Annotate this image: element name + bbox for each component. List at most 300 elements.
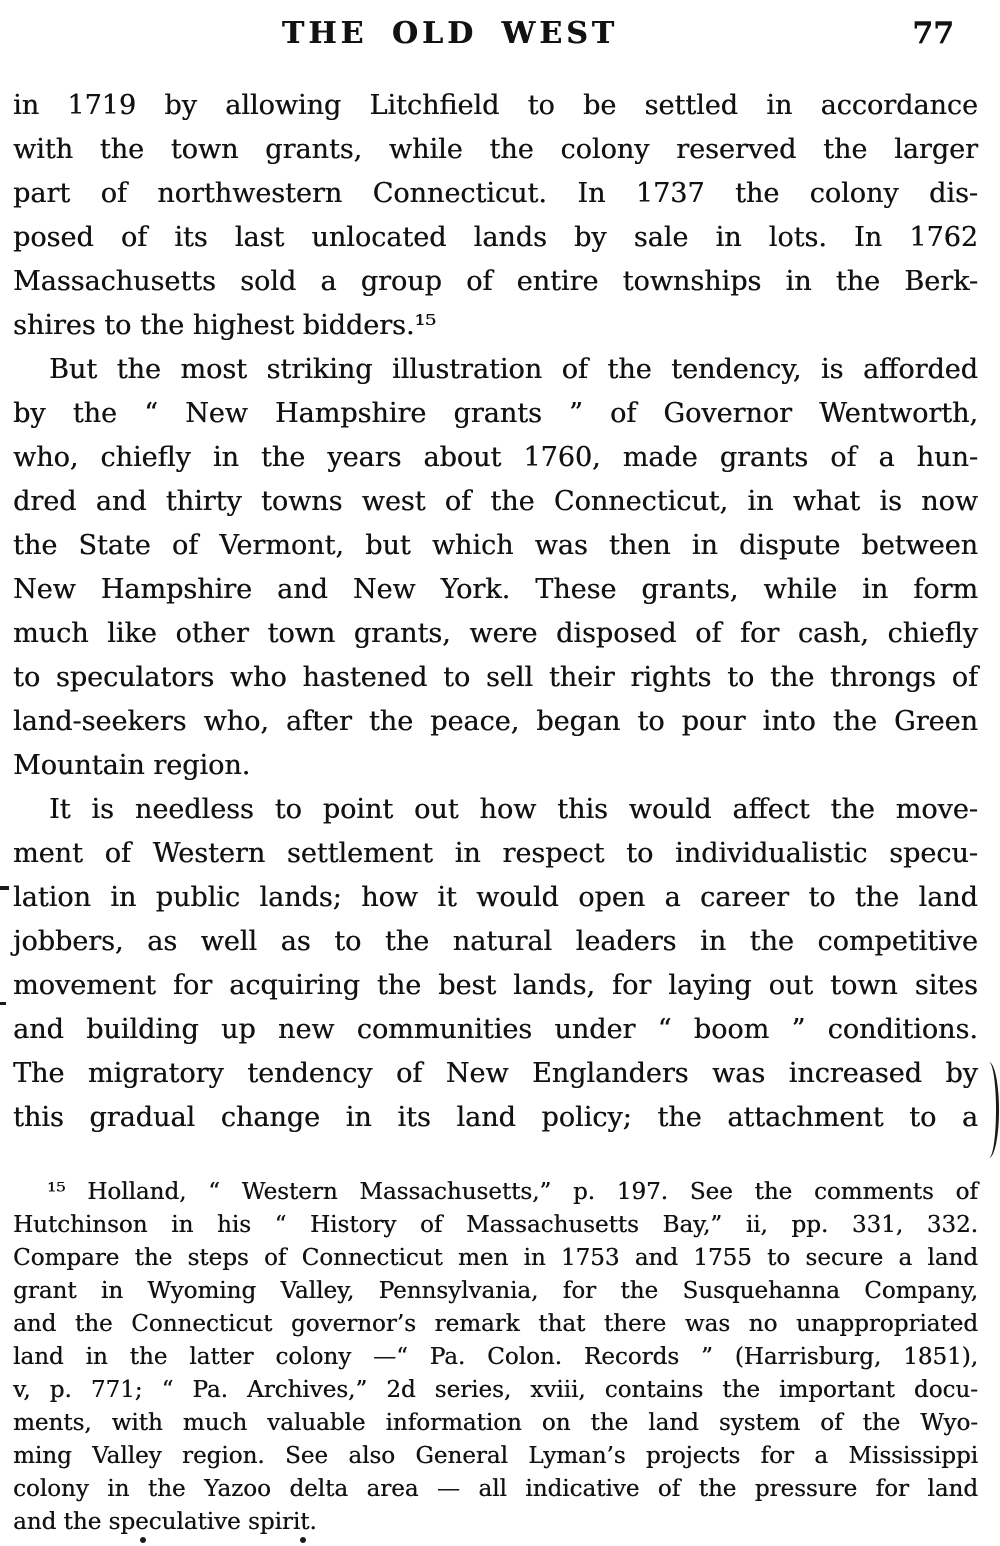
word: to xyxy=(727,662,755,693)
text-line xyxy=(13,788,978,832)
word: But xyxy=(49,354,98,385)
word: jobbers, xyxy=(13,926,124,957)
word: valuable xyxy=(267,1410,366,1436)
word: illustration xyxy=(391,354,543,385)
word: of xyxy=(955,1179,978,1205)
word: remark xyxy=(434,1311,520,1337)
word: the xyxy=(823,134,868,165)
word: colony xyxy=(13,1476,89,1502)
word: into xyxy=(762,706,816,737)
word: the xyxy=(830,794,875,825)
body-text xyxy=(13,84,978,1140)
word: larger xyxy=(894,134,978,165)
word: colony xyxy=(560,134,650,165)
word: 1760, xyxy=(523,442,601,473)
word: like xyxy=(107,618,157,649)
word: New xyxy=(352,574,416,605)
word: p. xyxy=(49,1377,72,1403)
word: in xyxy=(766,90,793,121)
word: ments, xyxy=(13,1410,92,1436)
word: to xyxy=(443,662,471,693)
word: the xyxy=(749,926,794,957)
word: and xyxy=(634,1245,678,1271)
word: new xyxy=(277,1014,335,1045)
word: to xyxy=(527,90,555,121)
word: the xyxy=(147,1476,186,1502)
word: unappropriated xyxy=(795,1311,978,1337)
word: Western xyxy=(241,1179,338,1205)
word: to xyxy=(334,926,362,957)
text-line xyxy=(13,964,978,1008)
word: with xyxy=(111,1410,163,1436)
word: the xyxy=(74,1311,113,1337)
word: then xyxy=(608,530,671,561)
word: with xyxy=(13,134,73,165)
word: in xyxy=(747,486,774,517)
word: land xyxy=(648,1410,699,1436)
word: a xyxy=(961,1102,978,1133)
word: who xyxy=(229,662,287,693)
word: (Harrisburg, xyxy=(734,1344,882,1370)
text-line xyxy=(13,172,978,216)
word: a xyxy=(878,442,895,473)
text-line: and the speculative spirit. xyxy=(13,1509,317,1535)
word: is xyxy=(879,486,902,517)
word: ” xyxy=(569,398,583,429)
text-line: Mountain region. xyxy=(13,750,251,781)
word: Governor xyxy=(663,398,792,429)
word: in xyxy=(715,222,742,253)
paragraph xyxy=(13,788,978,1140)
word: Colon. xyxy=(487,1344,562,1370)
word: but xyxy=(365,530,411,561)
word: it xyxy=(437,882,457,913)
word: all xyxy=(478,1476,507,1502)
word: xviii, xyxy=(530,1377,586,1403)
word: Compare xyxy=(13,1245,120,1271)
word: sold xyxy=(240,266,297,297)
word: of xyxy=(120,222,148,253)
word: Mississippi xyxy=(848,1443,978,1469)
word: in xyxy=(13,90,40,121)
word: tendency, xyxy=(671,354,802,385)
word: change xyxy=(220,1102,321,1133)
word: “ xyxy=(657,1014,672,1045)
word: v, xyxy=(13,1377,31,1403)
word: of xyxy=(444,486,472,517)
word: 332. xyxy=(926,1212,978,1238)
text-line xyxy=(13,480,978,524)
word: peace, xyxy=(430,706,520,737)
word: land xyxy=(13,1344,64,1370)
word: Hutchinson xyxy=(13,1212,148,1238)
word: migratory xyxy=(87,1058,224,1089)
text-line xyxy=(13,1242,978,1275)
word: of xyxy=(695,618,722,649)
word: out xyxy=(768,970,814,1001)
word: a xyxy=(814,1443,828,1469)
word: steps xyxy=(187,1245,249,1271)
text-line xyxy=(13,1473,978,1506)
word: State xyxy=(78,530,151,561)
word: series, xyxy=(434,1377,512,1403)
word: rights xyxy=(630,662,712,693)
word: would xyxy=(628,794,712,825)
word: in xyxy=(212,442,239,473)
word: the xyxy=(862,1410,901,1436)
word: laying xyxy=(668,970,752,1001)
word: of xyxy=(610,398,637,429)
word: ment xyxy=(13,838,83,869)
word: pour xyxy=(681,706,746,737)
word: ” xyxy=(791,1014,806,1045)
word: Wentworth, xyxy=(819,398,978,429)
word: sites xyxy=(914,970,978,1001)
word: Bay,” xyxy=(662,1212,723,1238)
word: grants, xyxy=(265,134,363,165)
word: much xyxy=(13,618,89,649)
word: cash, xyxy=(797,618,869,649)
word: to xyxy=(909,1102,937,1133)
word: movement xyxy=(13,970,156,1001)
text-line xyxy=(13,436,978,480)
word: was xyxy=(684,1311,731,1337)
text-line xyxy=(13,612,978,656)
word: grants xyxy=(719,442,809,473)
word: See xyxy=(284,1443,328,1469)
word: lands, xyxy=(513,970,596,1001)
word: move- xyxy=(895,794,978,825)
word: grants, xyxy=(353,618,451,649)
word: northwestern xyxy=(157,178,343,209)
word: its xyxy=(174,222,208,253)
word: In xyxy=(577,178,606,209)
text-line xyxy=(13,1096,978,1140)
word: secure xyxy=(805,1245,884,1271)
word: Green xyxy=(894,706,978,737)
word: in xyxy=(862,574,889,605)
word: which xyxy=(431,530,514,561)
word: New xyxy=(185,398,248,429)
word: affect xyxy=(732,794,810,825)
word: dred xyxy=(13,486,77,517)
scan-artifact-bracket xyxy=(982,1062,999,1158)
word: The xyxy=(13,1058,65,1089)
word: attachment xyxy=(727,1102,884,1133)
word: hun- xyxy=(916,442,978,473)
text-line xyxy=(13,84,978,128)
word: for xyxy=(612,970,652,1001)
word: the xyxy=(72,398,117,429)
word: in xyxy=(454,838,481,869)
word: New xyxy=(445,1058,509,1089)
word: the xyxy=(698,1476,737,1502)
word: Yazoo xyxy=(203,1476,271,1502)
text-line xyxy=(13,568,978,612)
word: Pa. xyxy=(192,1377,228,1403)
word: p. xyxy=(572,1179,595,1205)
word: sell xyxy=(485,662,534,693)
word: by xyxy=(574,222,607,253)
word: area xyxy=(366,1476,419,1502)
word: the xyxy=(116,354,161,385)
word: 1762 xyxy=(909,222,978,253)
word: In xyxy=(854,222,883,253)
word: was xyxy=(534,530,588,561)
word: pp. xyxy=(791,1212,829,1238)
word: General xyxy=(415,1443,508,1469)
word: now xyxy=(921,486,978,517)
word: to xyxy=(808,882,836,913)
word: the xyxy=(832,706,877,737)
word: to xyxy=(626,838,654,869)
word: chiefly xyxy=(887,618,978,649)
word: who, xyxy=(13,442,79,473)
word: other xyxy=(175,618,249,649)
word: Hampshire xyxy=(100,574,253,605)
word: needless xyxy=(134,794,254,825)
word: Valley xyxy=(92,1443,162,1469)
word: — xyxy=(436,1476,460,1502)
word: for xyxy=(760,1443,794,1469)
word: best xyxy=(438,970,497,1001)
word: indicative xyxy=(525,1476,640,1502)
word: the xyxy=(368,706,414,737)
word: grants xyxy=(453,398,542,429)
text-line xyxy=(13,348,978,392)
word: town xyxy=(267,618,336,649)
paragraph xyxy=(13,348,978,788)
word: See xyxy=(689,1179,733,1205)
text-line xyxy=(13,524,978,568)
word: hastened xyxy=(302,662,428,693)
footnote xyxy=(13,1176,978,1539)
word: governor’s xyxy=(290,1311,416,1337)
word: while xyxy=(388,134,463,165)
word: the xyxy=(13,530,58,561)
word: west xyxy=(361,486,426,517)
paragraph xyxy=(13,84,978,348)
text-line xyxy=(13,832,978,876)
scan-artifact-tick xyxy=(0,1002,6,1005)
word: in xyxy=(785,266,812,297)
word: group xyxy=(360,266,442,297)
word: tendency xyxy=(247,1058,373,1089)
word: the xyxy=(657,1102,702,1133)
word: the xyxy=(620,1278,659,1304)
word: of xyxy=(263,1245,287,1271)
word: how xyxy=(361,882,418,913)
word: Archives,” xyxy=(246,1377,368,1403)
text-line xyxy=(13,1374,978,1407)
word: entire xyxy=(516,266,599,297)
word: by xyxy=(945,1058,978,1089)
text-line: shires to the highest bidders.¹⁵ xyxy=(13,310,437,341)
word: between xyxy=(861,530,978,561)
word: of xyxy=(419,1212,443,1238)
word: townships xyxy=(622,266,762,297)
word: land xyxy=(456,1102,516,1133)
text-line xyxy=(13,216,978,260)
word: town xyxy=(170,134,239,165)
word: grants, xyxy=(641,574,739,605)
word: ii, xyxy=(745,1212,768,1238)
text-line xyxy=(13,128,978,172)
word: important xyxy=(779,1377,895,1403)
word: Hampshire xyxy=(274,398,427,429)
word: for xyxy=(172,970,213,1001)
word: land xyxy=(927,1245,978,1271)
text-line xyxy=(13,260,978,304)
word: on xyxy=(541,1410,571,1436)
word: Lyman’s xyxy=(528,1443,626,1469)
word: Wyoming xyxy=(147,1278,257,1304)
word: to xyxy=(767,1245,791,1271)
word: most xyxy=(180,354,247,385)
word: in xyxy=(107,1476,130,1502)
word: in xyxy=(85,1344,108,1370)
word: as xyxy=(147,926,178,957)
word: 197. xyxy=(616,1179,668,1205)
word: individualistic xyxy=(675,838,868,869)
word: town xyxy=(830,970,898,1001)
word: in xyxy=(110,882,137,913)
word: this xyxy=(557,794,608,825)
word: increased xyxy=(788,1058,922,1089)
word: ” xyxy=(701,1344,713,1370)
word: lands xyxy=(473,222,547,253)
word: Litchfield xyxy=(369,90,500,121)
word: History xyxy=(310,1212,397,1238)
word: boom xyxy=(693,1014,770,1045)
word: 1719 xyxy=(67,90,137,121)
word: Wyo- xyxy=(920,1410,978,1436)
word: the xyxy=(134,1245,173,1271)
word: Massachusetts,” xyxy=(359,1179,552,1205)
text-line xyxy=(13,1308,978,1341)
word: land-seekers xyxy=(13,706,187,737)
word: 1753 xyxy=(560,1245,620,1271)
word: is xyxy=(820,354,844,385)
word: 2d xyxy=(386,1377,416,1403)
word: contains xyxy=(604,1377,704,1403)
word: after xyxy=(285,706,352,737)
word: reserved xyxy=(676,134,797,165)
word: settlement xyxy=(286,838,433,869)
word: pressure xyxy=(754,1476,858,1502)
word: communities xyxy=(356,1014,533,1045)
word: this xyxy=(13,1102,64,1133)
word: —“ xyxy=(373,1344,408,1370)
word: the xyxy=(722,1377,760,1403)
word: in xyxy=(691,530,718,561)
word: by xyxy=(13,398,46,429)
word: 1755 xyxy=(693,1245,752,1271)
word: Holland, xyxy=(87,1179,187,1205)
text-line xyxy=(13,1052,978,1096)
word: Western xyxy=(152,838,266,869)
word: in xyxy=(345,1102,372,1133)
word: there xyxy=(603,1311,667,1337)
word: the xyxy=(490,486,535,517)
word: the xyxy=(769,662,815,693)
word: of xyxy=(395,1058,423,1089)
word: Massachusetts xyxy=(465,1212,639,1238)
word: no xyxy=(748,1311,778,1337)
word: colony xyxy=(809,178,899,209)
word: was xyxy=(712,1058,766,1089)
word: York. xyxy=(440,574,511,605)
word: made xyxy=(622,442,698,473)
word: their xyxy=(548,662,615,693)
text-line xyxy=(13,656,978,700)
word: Connecticut, xyxy=(553,486,729,517)
text-line xyxy=(13,1275,978,1308)
text-line xyxy=(13,1440,978,1473)
word: the xyxy=(607,354,652,385)
word: the xyxy=(590,1410,629,1436)
word: disposed xyxy=(556,618,677,649)
word: afforded xyxy=(862,354,978,385)
word: of xyxy=(830,442,857,473)
word: accordance xyxy=(820,90,978,121)
word: of xyxy=(951,662,978,693)
word: gradual xyxy=(89,1102,196,1133)
word: grant xyxy=(13,1278,77,1304)
word: what xyxy=(792,486,861,517)
scan-artifact-tick xyxy=(0,886,9,890)
word: dispute xyxy=(738,530,841,561)
text-line xyxy=(13,1341,978,1374)
word: ming xyxy=(13,1443,72,1469)
text-line xyxy=(13,876,978,920)
word: These xyxy=(535,574,617,605)
page-header xyxy=(13,16,978,58)
word: Company, xyxy=(864,1278,978,1304)
word: “ xyxy=(208,1179,220,1205)
word: 331, xyxy=(851,1212,904,1238)
word: land xyxy=(927,1476,978,1502)
word: the xyxy=(99,134,144,165)
word: the xyxy=(754,1179,793,1205)
word: throngs xyxy=(829,662,936,693)
scan-artifact-dot xyxy=(140,1537,146,1543)
word: point xyxy=(322,794,394,825)
word: a xyxy=(320,266,337,297)
word: New xyxy=(13,574,76,605)
word: ¹⁵ xyxy=(47,1179,66,1205)
word: leaders xyxy=(575,926,677,957)
word: also xyxy=(348,1443,396,1469)
text-line xyxy=(13,1407,978,1440)
word: natural xyxy=(452,926,553,957)
word: who, xyxy=(203,706,269,737)
word: and xyxy=(13,1014,64,1045)
word: thirty xyxy=(165,486,242,517)
word: the xyxy=(835,266,880,297)
word: to xyxy=(13,662,41,693)
word: striking xyxy=(266,354,373,385)
word: out xyxy=(414,794,459,825)
word: specu- xyxy=(889,838,978,869)
word: respect xyxy=(502,838,605,869)
scan-artifact-dot xyxy=(300,1537,306,1543)
word: latter xyxy=(189,1344,254,1370)
word: chiefly xyxy=(100,442,191,473)
word: under xyxy=(554,1014,636,1045)
word: conditions. xyxy=(827,1014,978,1045)
word: in xyxy=(523,1245,546,1271)
